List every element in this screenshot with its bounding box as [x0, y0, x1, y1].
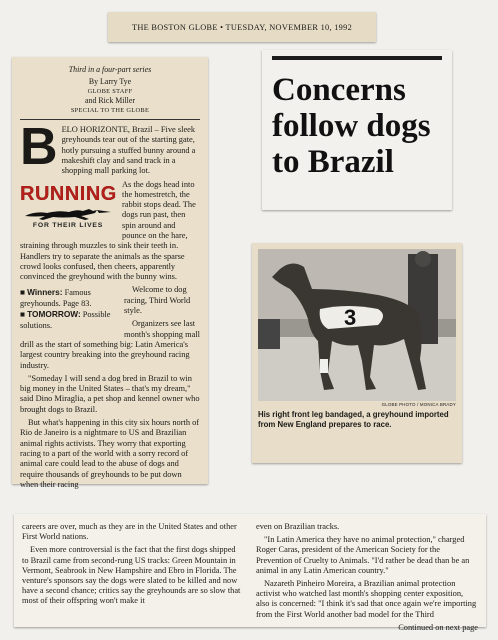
tomorrow-refer: ■ TOMORROW: Possible solutions. — [20, 309, 111, 330]
byline — [20, 65, 200, 115]
body-paragraph: careers are over, much as they are in the United States and other First World nations. — [22, 522, 237, 542]
headline-clipping — [262, 50, 452, 210]
continuation-column-1 — [22, 522, 244, 623]
author-1: By Larry Tye — [88, 77, 132, 87]
body-paragraph: "Someday I will send a dog bred in Brazil to win big money in the United States – that's my dream," said Dino Miraglia, a pet shop and kennel owner who brought dogs to Brazil. — [20, 373, 200, 414]
photo-clipping — [252, 243, 462, 463]
body-paragraph: Organizers see last month's shopping mall drill as the start of something big: Latin America's largest country breaking into the greyhound racing industry. — [20, 319, 200, 370]
continuation-clipping — [14, 514, 486, 632]
headline-rule — [272, 56, 442, 60]
body-paragraph: Nazareth Pinheiro Moreira, a Brazilian animal protection activist who watched last month's shopping center exposition, also is concerned: "I think it's sad that once again we're importing from the First World another bad model for the Third — [256, 579, 477, 619]
article-column — [12, 57, 208, 489]
series-label: Third in a four-part series — [68, 65, 152, 74]
continued-note: Continued on next page — [398, 622, 478, 632]
series-logo-word: RUNNING — [20, 182, 117, 205]
body-paragraph: even on Brazilian tracks. — [256, 522, 340, 531]
running-greyhound-icon — [23, 207, 113, 221]
body-paragraph: Even more controversial is the fact that the first dogs shipped to Brazil came from second-rung US tracks: Green Mountain in Vermont, Seabrook in New Hampshire and Ebro in Florida. The venture's sponsors say the dogs were slated to be killed and now have a second chance; critics say the greyhounds are so slow that most of their offspring won't make it — [22, 545, 241, 606]
series-logo-subtitle: FOR THEIR LIVES — [32, 221, 104, 229]
winners-refer: ■ Winners: Famous greyhounds. Page 83. — [20, 287, 92, 308]
sidebar-refers — [20, 287, 118, 331]
winners-text: Famous greyhounds. Page 83. — [20, 288, 92, 308]
masthead-clipping — [108, 12, 376, 42]
photo-credit: GLOBE PHOTO / MONICA BRADY — [381, 402, 456, 407]
masthead-text: THE BOSTON GLOBE • TUESDAY, NOVEMBER 10, 1992 — [131, 22, 353, 32]
lead-paragraph: ELO HORIZONTE, Brazil – Five sleek greyhounds tear out of the starting gate, hotly pursuing a stuffed bunny around a makeshift clay and sand track in a shopping mall parking lot. — [61, 125, 196, 176]
body-paragraph: "In Latin America they have no animal protection," charged Roger Caras, president of the American Society for the Prevention of Cruelty to Animals. "I'd rather be dead than be an animal in any Latin American country." — [256, 535, 470, 575]
greyhound-photo — [258, 249, 456, 401]
author-2: and Rick Miller — [85, 96, 135, 106]
photo-caption: His right front leg bandaged, a greyhound imported from New England prepares to race. — [258, 410, 449, 429]
body-paragraph: But what's happening in this city six hours north of Rio de Janeiro is a nightmare to US and Brazilian animal rights activists. They worry that exporting racing to a part of the world with a sorry record of animal care could lead to the abuse of dogs and require thousands of greyhounds to be put down when their racing — [20, 418, 200, 489]
winners-label: Winners: — [27, 287, 63, 298]
series-logo — [20, 183, 116, 231]
headline: Concerns follow dogs to Brazil — [272, 72, 431, 180]
tomorrow-text: Possible solutions. — [20, 310, 111, 330]
continuation-column-2 — [256, 522, 478, 632]
tomorrow-label: TOMORROW: — [27, 309, 81, 320]
drop-cap: B — [20, 118, 58, 177]
author-1-affiliation: GLOBE STAFF — [87, 87, 133, 95]
author-2-affiliation: SPECIAL TO THE GLOBE — [70, 106, 150, 114]
lead-paragraph-2: As the dogs head into the homestretch, the rabbit stops dead. The dogs run past, then spin around and pounce on the hare, straining through muzzles to sink their teeth in. Handlers try to separate the animals as the sparse crowd looks confused, then cheers, apparently convinced the greyhound with the bunny wins. — [20, 179, 196, 282]
bib-number: 3 — [344, 305, 357, 330]
body-paragraph: Welcome to dog racing, Third World style. — [124, 285, 191, 316]
